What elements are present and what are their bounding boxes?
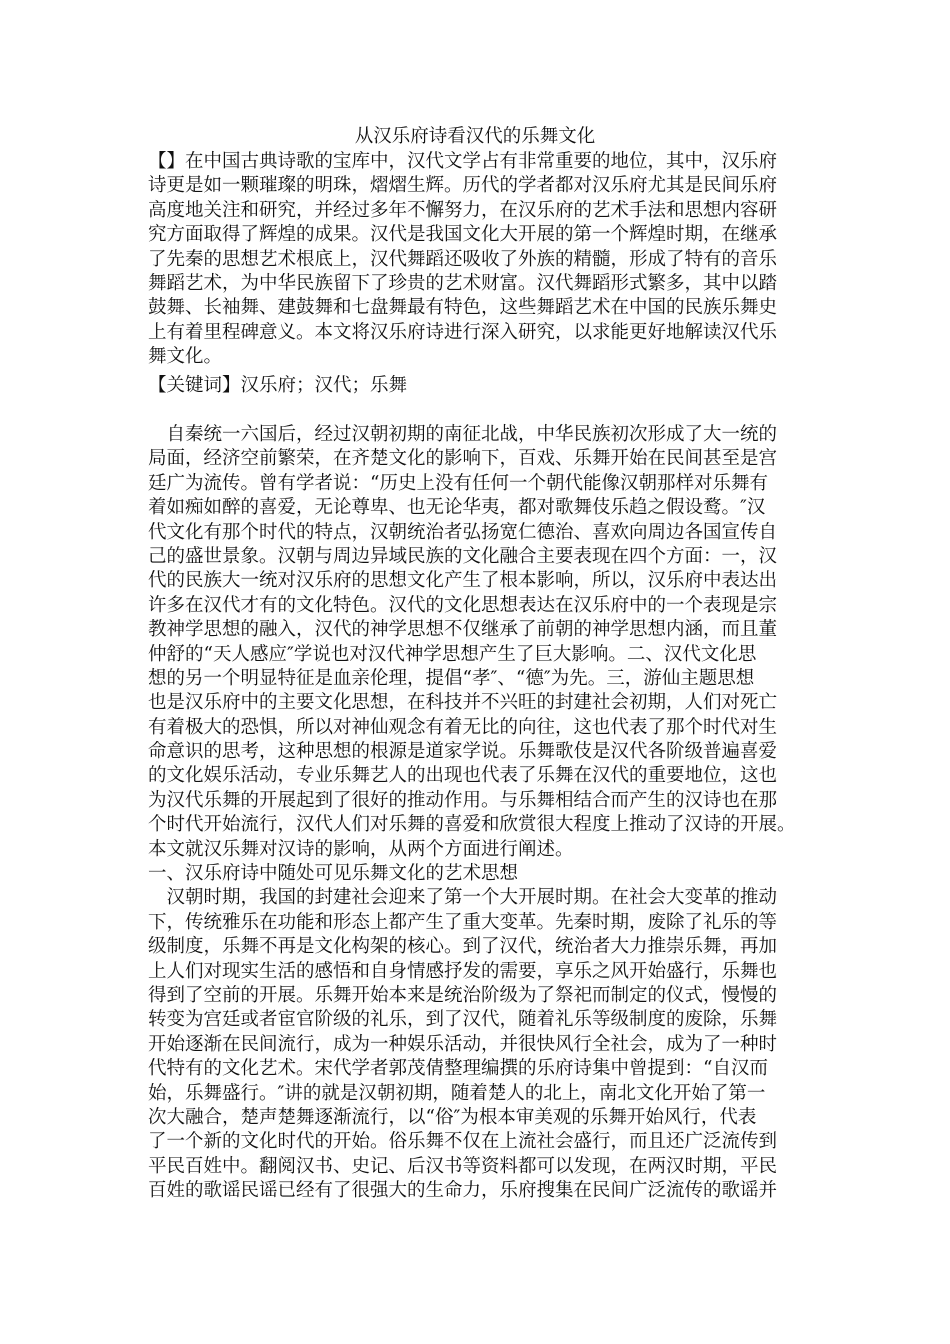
body-line: 自秦统一六国后，经过汉朝初期的南征北战，中华民族初次形成了大一统的 xyxy=(148,424,778,445)
body-line: 百姓的歌谣民谣已经有了很强大的生命力，乐府搜集在民间广泛流传的歌谣并 xyxy=(148,1180,778,1202)
body-line: 本文就汉乐舞对汉诗的影响，从两个方面进行阐述。 xyxy=(148,838,574,860)
body-line: 代文化有那个时代的特点，汉朝统治者弘扬宽仁德治、喜欢向周边各国宣传自 xyxy=(148,521,778,543)
body-line: 开始逐渐在民间流行，成为一种娱乐活动，并很快风行全社会，成为了一种时 xyxy=(148,1033,778,1055)
keywords-block xyxy=(148,374,808,398)
body-line: 得到了空前的开展。乐舞开始本来是统治阶级为了祭祀而制定的仪式，慢慢的 xyxy=(148,984,778,1006)
body-line: 始，乐舞盛行。″讲的就是汉朝初期，随着楚人的北上，南北文化开始了第一 xyxy=(148,1082,766,1104)
abstract-line: 诗更是如一颗璀璨的明珠，熠熠生辉。历代的学者都对汉乐府尤其是民间乐府 xyxy=(148,175,778,197)
abstract-line: 高度地关注和研究，并经过多年不懈努力，在汉乐府的艺术手法和思想内容研 xyxy=(148,199,778,221)
body-line: 的文化娱乐活动，专业乐舞艺人的出现也代表了乐舞在汉代的重要地位，这也 xyxy=(148,765,778,787)
abstract-block xyxy=(148,150,808,370)
body-text xyxy=(148,423,808,1204)
abstract-line: 舞蹈艺术，为中华民族留下了珍贵的艺术财富。汉代舞蹈形式繁多，其中以踏 xyxy=(148,272,778,294)
body-line: 许多在汉代才有的文化特色。汉代的文化思想表达在汉乐府中的一个表现是宗 xyxy=(148,594,778,616)
body-line: 次大融合，楚声楚舞逐渐流行，以“俗″为根本审美观的乐舞开始风行，代表 xyxy=(148,1106,757,1128)
body-line: 廷广为流传。曾有学者说：“历史上没有任何一个朝代能像汉朝那样对乐舞有 xyxy=(148,472,768,494)
body-line: 局面，经济空前繁荣，在齐楚文化的影响下，百戏、乐舞开始在民间甚至是宫 xyxy=(148,448,778,470)
body-line: 有着极大的恐惧，所以对神仙观念有着无比的向往，这也代表了那个时代对生 xyxy=(148,716,778,738)
abstract-line: 了先秦的思想艺术根底上，汉代舞蹈还吸收了外族的精髓，形成了特有的音乐 xyxy=(148,248,778,270)
body-line: 级制度，乐舞不再是文化构架的核心。到了汉代，统治者大力推崇乐舞，再加 xyxy=(148,936,778,958)
body-line: 代的民族大一统对汉乐府的思想文化产生了根本影响，所以，汉乐府中表达出 xyxy=(148,570,778,592)
abstract-line: 【】在中国古典诗歌的宝库中，汉代文学占有非常重要的地位，其中，汉乐府 xyxy=(148,151,778,172)
body-line: 了一个新的文化时代的开始。俗乐舞不仅在上流社会盛行，而且还广泛流传到 xyxy=(148,1131,778,1153)
keywords-line: 【关键词】汉乐府；汉代；乐舞 xyxy=(148,375,408,396)
body-line: 着如痴如醉的喜爱，无论尊卑、也无论华夷，都对歌舞伎乐趋之假设鹜。″汉 xyxy=(148,497,766,519)
body-line: 己的盛世景象。汉朝与周边异域民族的文化融合主要表现在四个方面：一，汉 xyxy=(148,545,778,567)
body-line: 个时代开始流行，汉代人们对乐舞的喜爱和欣赏很大程度上推动了汉诗的开展。 xyxy=(148,814,796,836)
body-line: 上人们对现实生活的感悟和自身情感抒发的需要，享乐之风开始盛行，乐舞也 xyxy=(148,960,778,982)
body-line: 转变为宫廷或者宦官阶级的礼乐，到了汉代，随着礼乐等级制度的废除，乐舞 xyxy=(148,1009,778,1031)
document-title: 从汉乐府诗看汉代的乐舞文化 xyxy=(354,126,596,147)
body-line: 一、汉乐府诗中随处可见乐舞文化的艺术思想 xyxy=(148,863,519,885)
body-line: 命意识的思考，这种思想的根源是道家学说。乐舞歌伎是汉代各阶级普遍喜爱 xyxy=(148,741,778,763)
body-line: 代特有的文化艺术。宋代学者郭茂倩整理编撰的乐府诗集中曾提到：“自汉而 xyxy=(148,1058,768,1080)
body-line: 也是汉乐府中的主要文化思想，在科技并不兴旺的封建社会初期，人们对死亡 xyxy=(148,692,778,714)
abstract-line: 鼓舞、长袖舞、建鼓舞和七盘舞最有特色，这些舞蹈艺术在中国的民族乐舞史 xyxy=(148,297,778,319)
body-line: 教神学思想的融入，汉代的神学思想不仅继承了前朝的神学思想内涵，而且董 xyxy=(148,619,778,641)
body-line: 平民百姓中。翻阅汉书、史记、后汉书等资料都可以发现，在两汉时期，平民 xyxy=(148,1155,778,1177)
body-line: 汉朝时期，我国的封建社会迎来了第一个大开展时期。在社会大变革的推动 xyxy=(148,887,778,909)
body-line: 仲舒的“天人感应″学说也对汉代神学思想产生了巨大影响。二、汉代文化思 xyxy=(148,643,757,665)
abstract-line: 究方面取得了辉煌的成果。汉代是我国文化大开展的第一个辉煌时期，在继承 xyxy=(148,224,778,246)
abstract-line: 上有着里程碑意义。本文将汉乐府诗进行深入研究，以求能更好地解读汉代乐 xyxy=(148,321,778,343)
body-line: 下，传统雅乐在功能和形态上都产生了重大变革。先秦时期，废除了礼乐的等 xyxy=(148,911,778,933)
body-line: 想的另一个明显特征是血亲伦理，提倡“孝″、“德″为先。三，游仙主题思想 xyxy=(148,667,755,689)
body-line: 为汉代乐舞的开展起到了很好的推动作用。与乐舞相结合而产生的汉诗也在那 xyxy=(148,789,778,811)
abstract-line: 舞文化。 xyxy=(148,346,223,368)
